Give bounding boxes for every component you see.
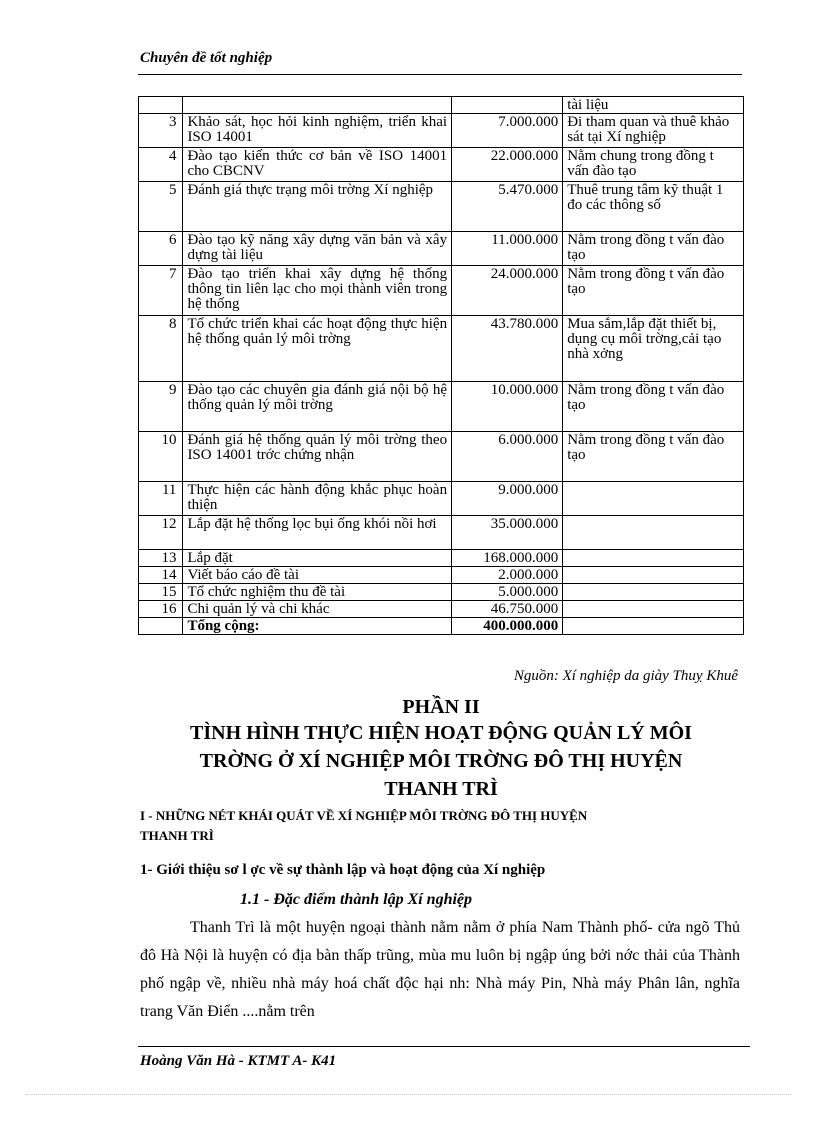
part-number: PHẦN II [402, 696, 480, 718]
cell-note: Mua sắm,lắp đặt thiết bị, dụng cụ môi trờng,cải tạo nhà xởng [563, 316, 744, 382]
cell-no: 3 [139, 114, 183, 148]
table-row [139, 550, 744, 567]
cell-desc: Tổ chức nghiệm thu đề tài [183, 584, 452, 601]
cell-note [563, 584, 744, 601]
cell-note [563, 482, 744, 516]
table-row [139, 97, 744, 114]
cell-no [139, 618, 183, 635]
cell-desc: Đào tạo kiến thức cơ bản về ISO 14001 cho CBCNV [183, 148, 452, 182]
cell-note: Đi tham quan và thuê khảo sát tại Xí nghiệp [563, 114, 744, 148]
cell-desc: Đánh giá hệ thống quản lý môi trờng theo ISO 14001 trớc chứng nhận [183, 432, 452, 482]
cell-amount [452, 97, 563, 114]
cell-desc: Viết báo cáo đề tài [183, 567, 452, 584]
cell-no: 11 [139, 482, 183, 516]
table-row [139, 516, 744, 550]
footer-rule [138, 1046, 750, 1047]
cell-desc: Lắp đặt [183, 550, 452, 567]
cell-no: 10 [139, 432, 183, 482]
total-label: Tổng cộng: [183, 618, 452, 635]
table-row [139, 382, 744, 432]
cell-desc: Đào tạo các chuyên gia đánh giá nội bộ hệ thống quản lý môi trờng [183, 382, 452, 432]
cell-note [563, 550, 744, 567]
cell-no: 7 [139, 266, 183, 316]
table-row [139, 148, 744, 182]
part-title-line-2: TRỜNG Ở XÍ NGHIỆP MÔI TRỜNG ĐÔ THỊ HUYỆN [199, 750, 683, 772]
total-amount: 400.000.000 [452, 618, 563, 635]
cell-no: 4 [139, 148, 183, 182]
cell-no: 9 [139, 382, 183, 432]
cell-amount: 46.750.000 [452, 601, 563, 618]
cell-note [563, 516, 744, 550]
table-row [139, 584, 744, 601]
cell-note: Nằm trong đồng t vấn đào tạo [563, 266, 744, 316]
cell-note: Nằm chung trong đồng t vấn đào tạo [563, 148, 744, 182]
cell-amount: 5.470.000 [452, 182, 563, 232]
cell-desc: Tổ chức triển khai các hoạt động thực hiện hệ thống quản lý môi trờng [183, 316, 452, 382]
cell-amount: 5.000.000 [452, 584, 563, 601]
cell-amount: 6.000.000 [452, 432, 563, 482]
cell-amount: 11.000.000 [452, 232, 563, 266]
cell-no: 5 [139, 182, 183, 232]
cell-desc: Khảo sát, học hỏi kinh nghiệm, triển khai ISO 14001 [183, 114, 452, 148]
table-row [139, 266, 744, 316]
cell-note [563, 601, 744, 618]
cell-no: 8 [139, 316, 183, 382]
page-header-title: Chuyên đề tốt nghiệp [140, 50, 273, 66]
cell-amount: 10.000.000 [452, 382, 563, 432]
cell-amount: 168.000.000 [452, 550, 563, 567]
cell-no [139, 97, 183, 114]
cell-no: 14 [139, 567, 183, 584]
cell-note [563, 618, 744, 635]
footer-author: Hoàng Văn Hà - KTMT A- K41 [140, 1053, 337, 1069]
cell-amount: 24.000.000 [452, 266, 563, 316]
cell-note: Nằm trong đồng t vấn đào tạo [563, 382, 744, 432]
cell-no: 6 [139, 232, 183, 266]
cell-amount: 2.000.000 [452, 567, 563, 584]
table-row [139, 316, 744, 382]
cell-amount: 9.000.000 [452, 482, 563, 516]
table-row [139, 182, 744, 232]
cell-note: Nằm trong đồng t vấn đào tạo [563, 432, 744, 482]
cell-no: 16 [139, 601, 183, 618]
cell-desc: Thực hiện các hành động khắc phục hoàn thiện [183, 482, 452, 516]
cell-amount: 35.000.000 [452, 516, 563, 550]
body-paragraph: Thanh Trì là một huyện ngoại thành nằm nằm ở phía Nam Thành phố- cửa ngõ Thủ đô Hà Nội là huyện có địa bàn thấp trũng, mùa mu luôn bị ngập úng bởi nớc thải của Thành phố ngập về, nhiều nhà máy hoá chất độc hại nh: Nhà máy Pin, Nhà máy Phân lân, nghĩa trang Văn Điển ....nằm trên [140, 919, 740, 1020]
table-row [139, 432, 744, 482]
table-row [139, 232, 744, 266]
budget-table [138, 96, 744, 635]
part-title-line-1: TÌNH HÌNH THỰC HIỆN HOẠT ĐỘNG QUẢN LÝ MÔI [190, 722, 692, 744]
cell-no: 12 [139, 516, 183, 550]
section-heading-line-2: THANH TRÌ [140, 828, 214, 843]
cell-desc: Chi quản lý và chi khác [183, 601, 452, 618]
cell-desc: Lắp đặt hệ thống lọc bụi ống khói nồi hơi [183, 516, 452, 550]
table-row [139, 601, 744, 618]
source-note: Nguồn: Xí nghiệp da giày Thuỵ Khuê [513, 668, 738, 684]
subsection-heading: 1- Giới thiệu sơ l ợc về sự thành lập và hoạt động của Xí nghiệp [140, 862, 546, 878]
section-heading-line-1: I - NHỮNG NÉT KHÁI QUÁT VỀ XÍ NGHIỆP MÔI TRỜNG ĐÔ THỊ HUYỆN [140, 808, 588, 823]
cell-desc: Đào tạo kỹ năng xây dựng văn bản và xây dựng tài liệu [183, 232, 452, 266]
cell-no: 15 [139, 584, 183, 601]
cell-note [563, 567, 744, 584]
table-row [139, 114, 744, 148]
subsubsection-heading: 1.1 - Đặc điểm thành lập Xí nghiệp [240, 891, 473, 908]
cell-amount: 22.000.000 [452, 148, 563, 182]
header-rule [138, 74, 742, 75]
page-bottom-edge [25, 1094, 791, 1095]
cell-desc [183, 97, 452, 114]
table-row [139, 567, 744, 584]
cell-note: tài liệu [563, 97, 744, 114]
table-total-row [139, 618, 744, 635]
cell-desc: Đào tạo triển khai xây dựng hệ thống thông tin liên lạc cho mọi thành viên trong hệ thống [183, 266, 452, 316]
cell-desc: Đánh giá thực trạng môi trờng Xí nghiệp [183, 182, 452, 232]
cell-amount: 43.780.000 [452, 316, 563, 382]
cell-note: Thuê trung tâm kỹ thuật 1 đo các thông số [563, 182, 744, 232]
table-row [139, 482, 744, 516]
cell-amount: 7.000.000 [452, 114, 563, 148]
cell-no: 13 [139, 550, 183, 567]
part-title-line-3: THANH TRÌ [384, 778, 498, 800]
cell-note: Nằm trong đồng t vấn đào tạo [563, 232, 744, 266]
